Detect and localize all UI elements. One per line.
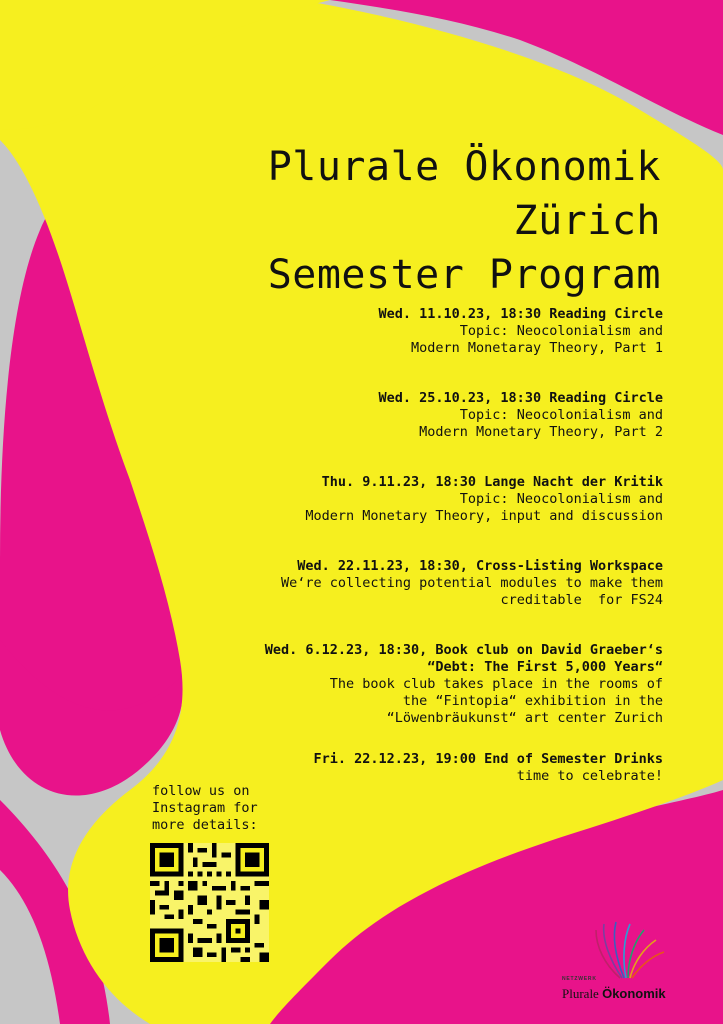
logo-small-text: NETZWERK [562,976,597,982]
event-detail: the “Fintopia“ exhibition in the [402,693,663,709]
event-item [281,558,663,609]
logo-brand-part-2: Ökonomik [602,986,666,1001]
event-detail: Topic: Neocolonialism and [459,491,663,507]
event-detail: Topic: Neocolonialism and [459,407,663,423]
page-title [268,140,661,302]
event-detail: Topic: Neocolonialism and [459,323,663,339]
event-item [305,474,663,525]
title-line-3: Semester Program [267,252,661,298]
follow-line-3: more details: [152,817,258,833]
event-heading: Wed. 6.12.23, 18:30, Book club on David Graeber‘s [264,642,663,658]
follow-line-2: Instagram for [152,800,258,816]
follow-note [152,783,258,834]
title-line-2: Zürich [513,198,661,244]
event-item [314,751,664,785]
event-detail: Modern Monetary Theory, input and discussion [305,508,663,524]
event-detail: time to celebrate! [516,768,663,784]
event-heading: Fri. 22.12.23, 19:00 End of Semester Drinks [313,751,663,767]
event-heading-line-2: “Debt: The First 5,000 Years“ [427,659,663,675]
event-heading: Wed. 25.10.23, 18:30 Reading Circle [378,390,663,406]
follow-line-1: follow us on [152,783,250,799]
title-line-1: Plurale Ökonomik [267,144,661,190]
logo-brand-text [562,986,666,1002]
event-detail: Modern Monetary Theory, Part 2 [419,424,663,440]
event-detail: “Löwenbräukunst“ art center Zurich [386,710,663,726]
qr-code-icon[interactable] [150,843,269,962]
event-item [379,306,663,357]
event-heading: Wed. 22.11.23, 18:30, Cross-Listing Workspace [297,558,663,574]
event-detail: Modern Monetaray Theory, Part 1 [411,340,663,356]
event-detail: The book club takes place in the rooms of [329,676,663,692]
netzwerk-logo [560,920,680,1010]
logo-brand-part-1: Plurale [562,986,603,1001]
event-detail: We‘re collecting potential modules to make them [280,575,663,591]
event-item [379,390,663,441]
event-heading: Thu. 9.11.23, 18:30 Lange Nacht der Kritik [321,474,663,490]
event-item [265,642,663,727]
event-heading: Wed. 11.10.23, 18:30 Reading Circle [378,306,663,322]
event-detail: creditable for FS24 [500,592,663,608]
fan-lines-logo-icon [560,920,680,980]
